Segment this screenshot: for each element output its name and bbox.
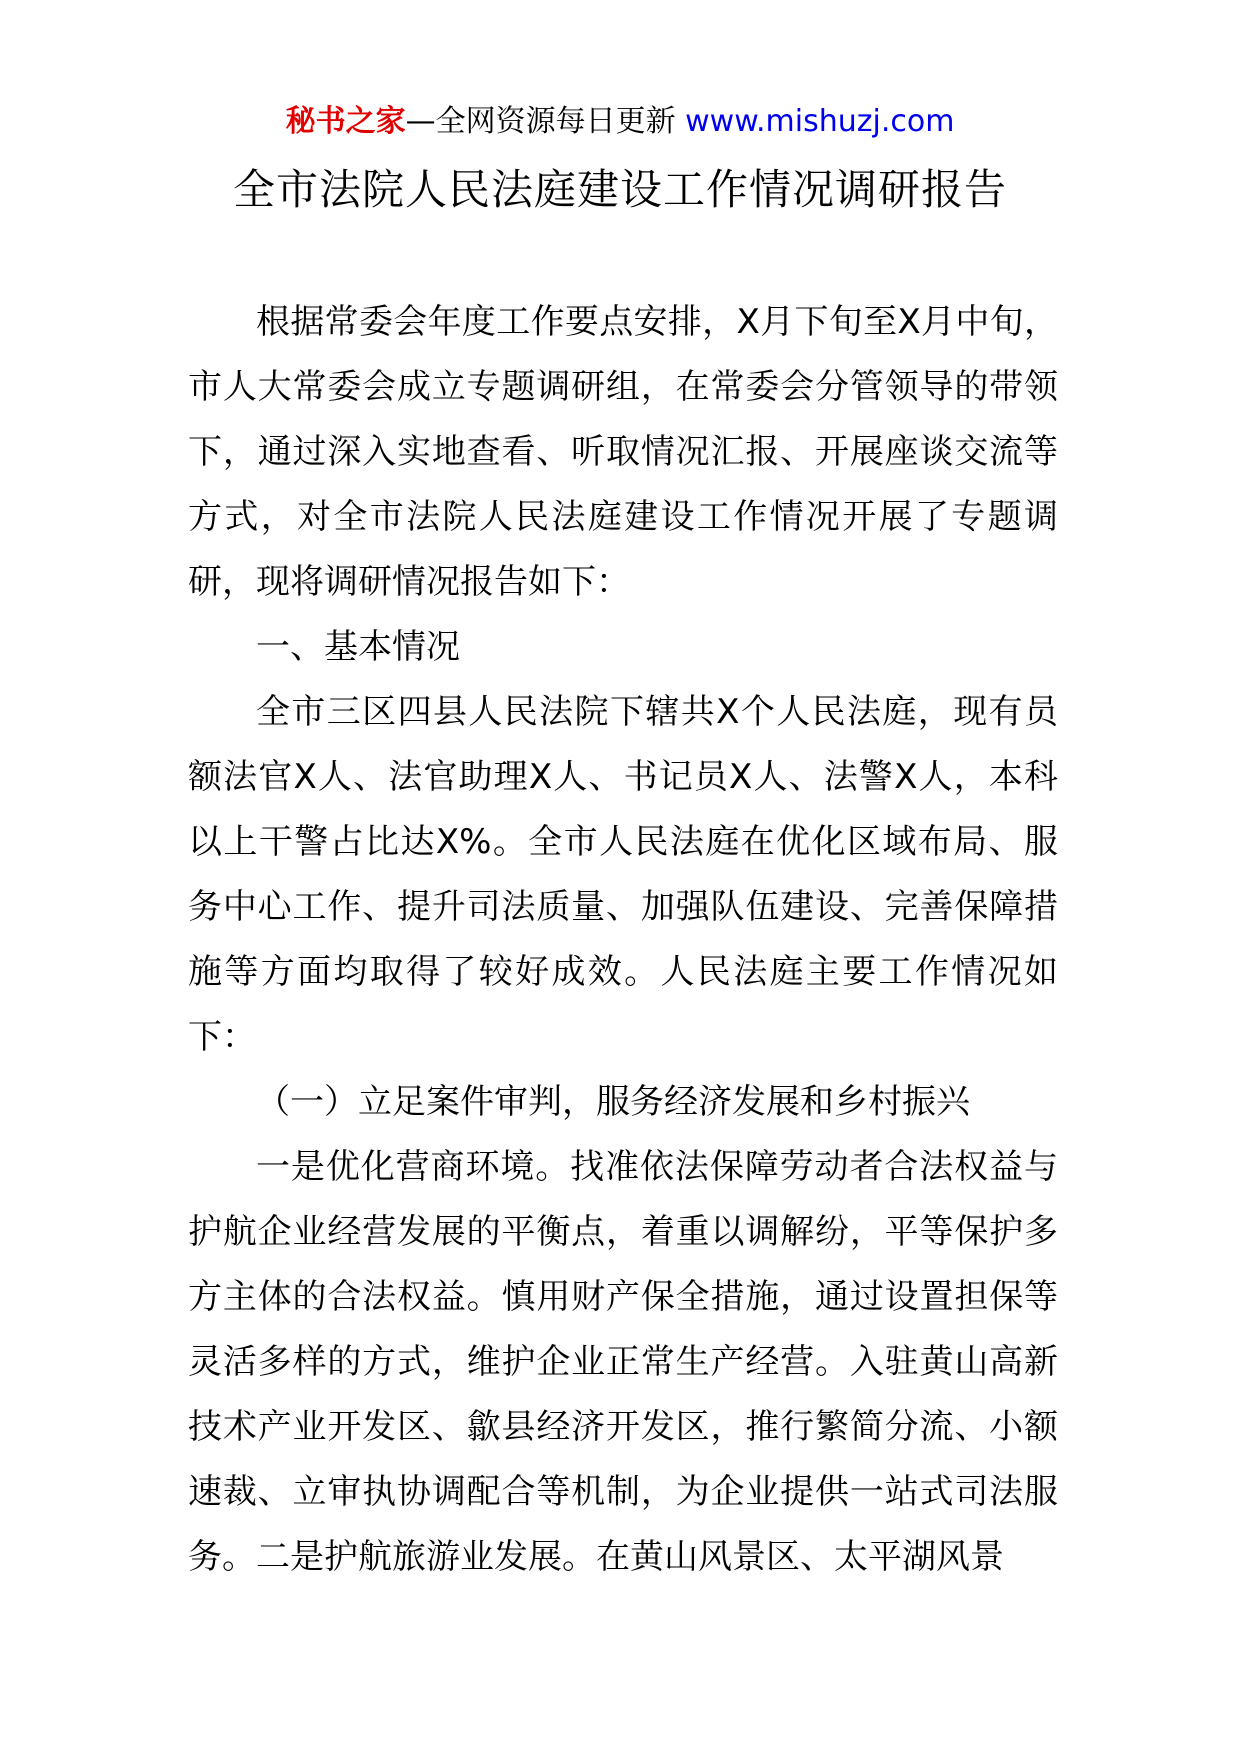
document-title: 全市法院人民法庭建设工作情况调研报告: [232, 165, 1007, 214]
site-brand: 秘书之家: [285, 104, 406, 139]
paragraph-basic-situation: 全市三区四县人民法院下辖共X个人民法庭，现有员额法官X人、法官助理X人、书记员X人、法警X人，本科以上干警占比达X%。全市人民法庭在优化区域布局、服务中心工作、提升司法质量、加强队伍建设、完善保障措施等方面均取得了较好成效。人民法庭主要工作情况如下：: [188, 692, 1058, 1057]
site-tagline: —全网资源每日更新: [405, 104, 686, 139]
subsection-heading-1: （一）立足案件审判，服务经济发展和乡村振兴: [256, 1082, 970, 1122]
document-body: [188, 290, 1058, 1590]
section-heading-basic: 一、基本情况: [256, 627, 460, 667]
site-header: [0, 100, 1240, 144]
paragraph-intro: 根据常委会年度工作要点安排，X月下旬至X月中旬，市人大常委会成立专题调研组，在常委会分管领导的带领下，通过深入实地查看、听取情况汇报、开展座谈交流等方式，对全市法院人民法庭建设工作情况开展了专题调研，现将调研情况报告如下：: [188, 302, 1058, 602]
site-url-link[interactable]: www.mishuzj.com: [685, 104, 955, 139]
paragraph-business-environment: 一是优化营商环境。找准依法保障劳动者合法权益与护航企业经营发展的平衡点，着重以调解纷，平等保护多方主体的合法权益。慎用财产保全措施，通过设置担保等灵活多样的方式，维护企业正常生产经营。入驻黄山高新技术产业开发区、歙县经济开发区，推行繁简分流、小额速裁、立审执协调配合等机制，为企业提供一站式司法服务。二是护航旅游业发展。在黄山风景区、太平湖风景: [188, 1147, 1058, 1577]
